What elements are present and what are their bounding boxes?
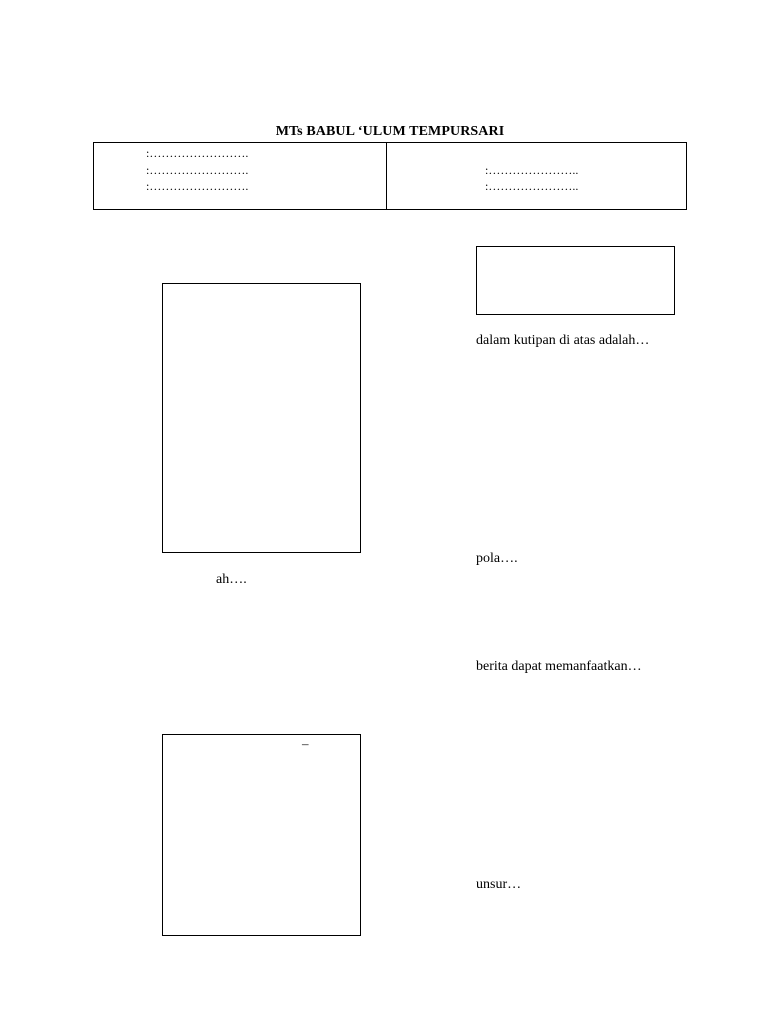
header-divider (386, 143, 387, 209)
right-question-text-1: dalam kutipan di atas adalah… (476, 333, 650, 348)
header-right-field-2: :………………….. (485, 179, 579, 193)
page-title: MTs BABUL ‘ULUM TEMPURSARI (275, 124, 505, 139)
right-question-text-4: unsur… (476, 877, 522, 892)
header-left-field-1: :……………………. (146, 146, 249, 160)
right-question-text-2: pola…. (476, 551, 518, 566)
header-table (93, 142, 687, 210)
right-question-text-3: berita dapat memanfaatkan… (476, 659, 642, 674)
left-question-text-1: ah…. (216, 572, 247, 587)
left-reading-box-2 (162, 734, 361, 936)
right-top-box (476, 246, 675, 315)
dash-mark: – (302, 736, 309, 751)
left-reading-box-1 (162, 283, 361, 553)
header-left-field-3: :……………………. (146, 179, 249, 193)
header-left-field-2: :……………………. (146, 163, 249, 177)
header-right-field-1: :………………….. (485, 163, 579, 177)
